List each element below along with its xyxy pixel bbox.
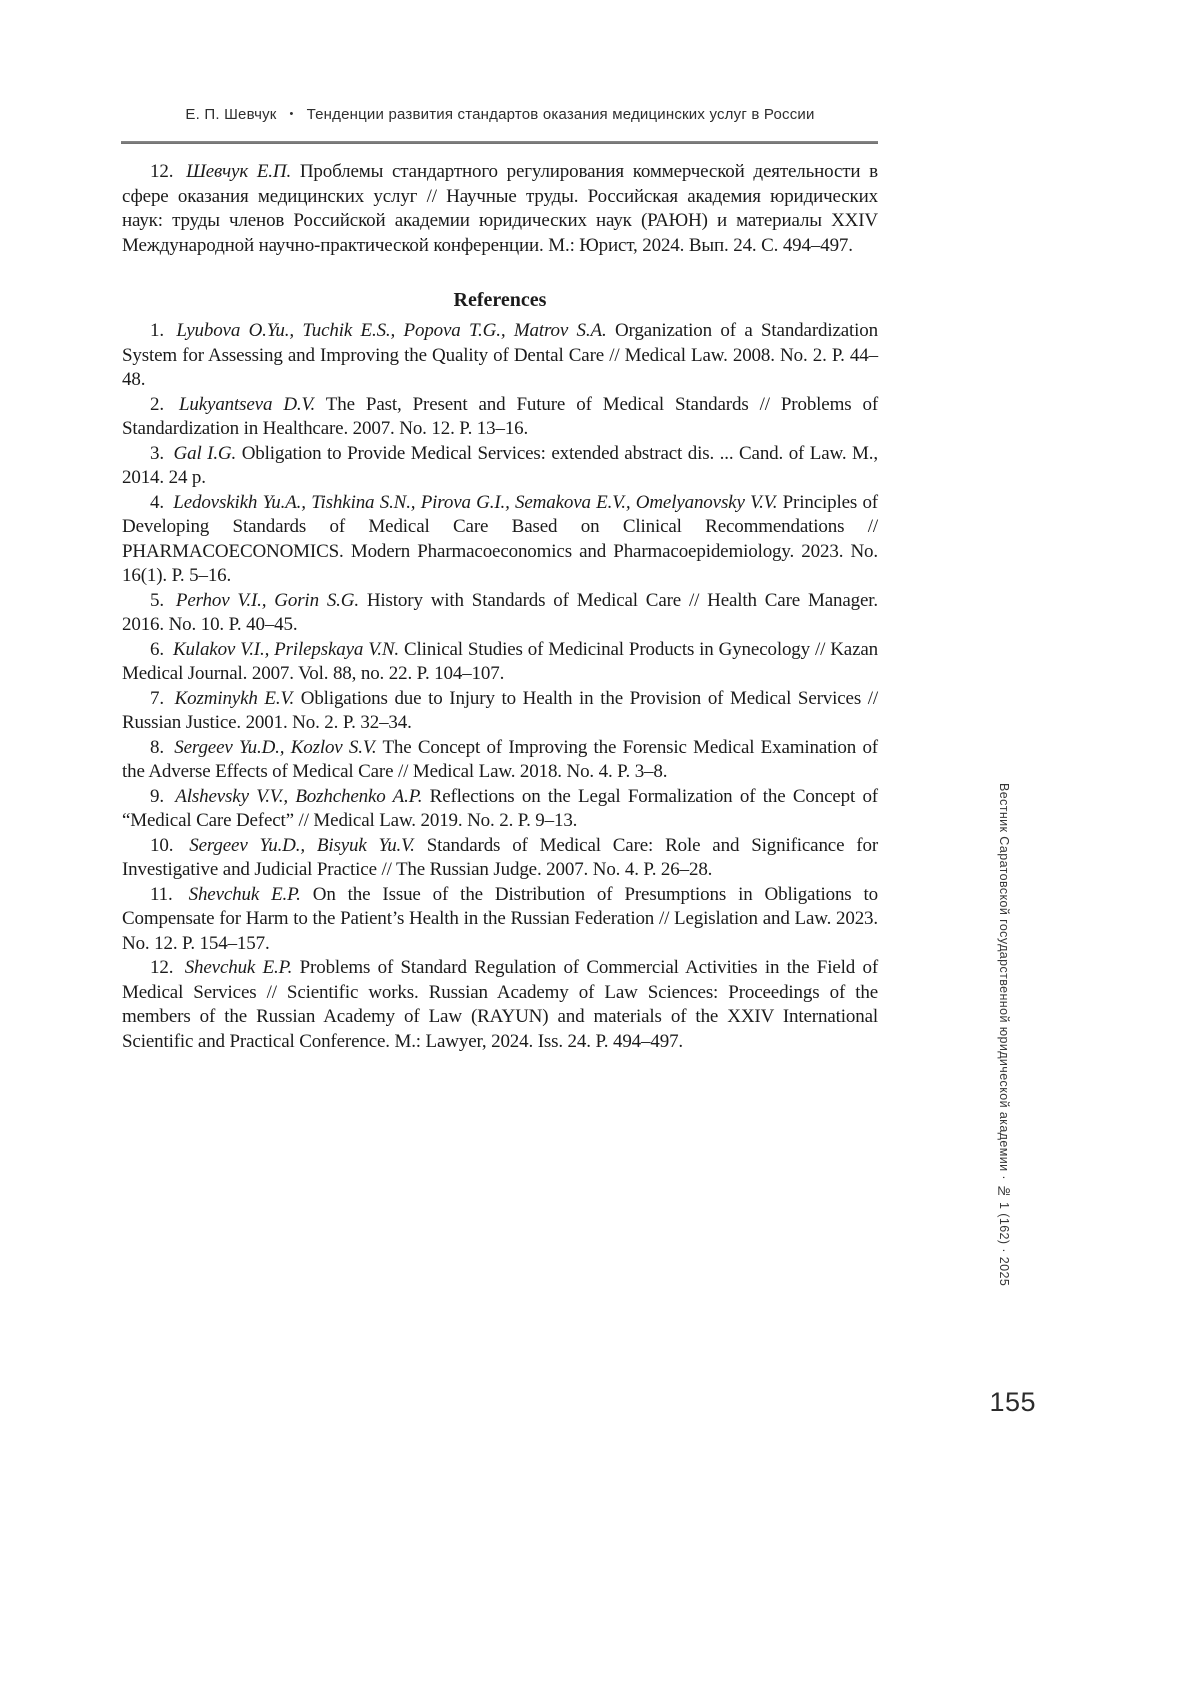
reference-number: 9. bbox=[150, 785, 164, 807]
reference-number: 2. bbox=[150, 393, 164, 415]
reference-text: History with Standards of Medical Care // Health Care Manager. 2016. No. 10. P. 40–45. bbox=[122, 589, 878, 635]
reference-authors: Alshevsky V.V., Bozhchenko A.P. bbox=[175, 785, 423, 807]
reference-item bbox=[122, 319, 878, 393]
running-head-author: Е. П. Шевчук bbox=[185, 106, 277, 123]
reference-item bbox=[122, 442, 878, 491]
reference-authors: Kulakov V.I., Prilepskaya V.N. bbox=[172, 638, 399, 660]
reference-item bbox=[122, 589, 878, 638]
reference-authors: Kozminykh E.V. bbox=[174, 687, 295, 709]
reference-text: Principles of Developing Standards of Medical Care Based on Clinical Recommendations // PHARMACOECONOMICS. Modern Pharmacoeconomics and Pharmacoepidemiology. 2023. No. 16(1). P. 5–16. bbox=[122, 491, 878, 586]
reference-number: 5. bbox=[150, 589, 164, 611]
reference-item bbox=[122, 736, 878, 785]
journal-imprint-vertical: Вестник Саратовской государственной юридической академии · № 1 (162) · 2025 bbox=[997, 783, 1011, 1287]
reference-text: Problems of Standard Regulation of Commercial Activities in the Field of Medical Services // Scientific works. Russian Academy of Law Sciences: Proceedings of the members of the Russian Academy of Law (RAYUN) and materials of the XXIV International Scientific and Practical Conference. M.: Lawyer, 2024. Iss. 24. P. 494–497. bbox=[122, 957, 878, 1052]
reference-number: 3. bbox=[150, 442, 164, 464]
reference-number: 8. bbox=[150, 736, 164, 758]
header-rule bbox=[121, 141, 878, 144]
references-list bbox=[122, 319, 878, 1054]
reference-text: Clinical Studies of Medicinal Products in Gynecology // Kazan Medical Journal. 2007. Vol. 88, no. 22. P. 104–107. bbox=[122, 638, 878, 684]
reference-authors: Perhov V.I., Gorin S.G. bbox=[175, 589, 359, 611]
reference-item bbox=[122, 491, 878, 589]
reference-item-russian bbox=[122, 160, 878, 258]
reference-text: Reflections on the Legal Formalization of the Concept of “Medical Care Defect” // Medical Law. 2019. No. 2. P. 9–13. bbox=[122, 785, 878, 831]
reference-number: 10. bbox=[150, 834, 174, 856]
reference-number: 6. bbox=[150, 638, 164, 660]
reference-text: On the Issue of the Distribution of Presumptions in Obligations to Compensate for Harm to the Patient’s Health in the Russian Federation // Legislation and Law. 2023. No. 12. P. 154–157. bbox=[122, 883, 878, 954]
references-heading: References bbox=[453, 289, 547, 311]
reference-authors: Sergeev Yu.D., Bisyuk Yu.V. bbox=[189, 834, 415, 856]
reference-text: Standards of Medical Care: Role and Significance for Investigative and Judicial Practice // The Russian Judge. 2007. No. 4. P. 26–28. bbox=[122, 834, 879, 880]
reference-item bbox=[122, 638, 878, 687]
reference-authors: Lyubova O.Yu., Tuchik E.S., Popova T.G., Matrov S.A. bbox=[176, 320, 607, 341]
text-column bbox=[122, 160, 878, 1054]
reference-authors: Шевчук Е.П. bbox=[186, 161, 292, 182]
reference-authors: Shevchuk E.P. bbox=[184, 957, 293, 978]
reference-number: 12. bbox=[150, 161, 174, 182]
reference-text: Obligation to Provide Medical Services: extended abstract dis. ... Cand. of Law. M., 2014. 24 p. bbox=[122, 442, 878, 488]
reference-text: Проблемы стандартного регулирования коммерческой деятельности в сфере оказания медицинских услуг // Научные труды. Российская академия юридических наук: труды членов Российской академии юридических наук (РАЮН) и материалы XXIV Международной научно-практической конференции. М.: Юрист, 2024. Вып. 24. С. 494–497. bbox=[122, 161, 878, 256]
reference-authors: Sergeev Yu.D., Kozlov S.V. bbox=[174, 736, 377, 758]
reference-authors: Shevchuk E.P. bbox=[188, 883, 301, 905]
reference-item bbox=[122, 956, 878, 1054]
reference-number: 12. bbox=[150, 957, 174, 978]
running-head-title: Тенденции развития стандартов оказания медицинских услуг в России bbox=[306, 106, 815, 123]
reference-item bbox=[122, 687, 878, 736]
reference-item bbox=[122, 393, 878, 442]
reference-item bbox=[122, 785, 878, 834]
running-head bbox=[122, 106, 878, 123]
reference-authors: Ledovskikh Yu.A., Tishkina S.N., Pirova G.I., Semakova E.V., Omelyanovsky V.V. bbox=[173, 491, 778, 513]
reference-number: 1. bbox=[150, 320, 164, 341]
reference-authors: Gal I.G. bbox=[173, 442, 237, 464]
reference-number: 7. bbox=[150, 687, 164, 709]
reference-item bbox=[122, 834, 878, 883]
bullet-separator-icon: • bbox=[289, 108, 294, 120]
reference-text: Obligations due to Injury to Health in the Provision of Medical Services // Russian Justice. 2001. No. 2. P. 32–34. bbox=[122, 687, 878, 733]
page-number: 155 bbox=[989, 1387, 1036, 1417]
reference-number: 11. bbox=[150, 883, 173, 905]
reference-number: 4. bbox=[150, 491, 164, 513]
reference-item bbox=[122, 883, 878, 957]
reference-text: The Past, Present and Future of Medical Standards // Problems of Standardization in Healthcare. 2007. No. 12. P. 13–16. bbox=[122, 393, 879, 439]
reference-authors: Lukyantseva D.V. bbox=[178, 393, 316, 415]
reference-text: The Concept of Improving the Forensic Medical Examination of the Adverse Effects of Medical Care // Medical Law. 2018. No. 4. P. 3–8. bbox=[122, 736, 878, 782]
reference-text: Organization of a Standardization System for Assessing and Improving the Quality of Dental Care // Medical Law. 2008. No. 2. P. 44–48. bbox=[122, 320, 878, 390]
